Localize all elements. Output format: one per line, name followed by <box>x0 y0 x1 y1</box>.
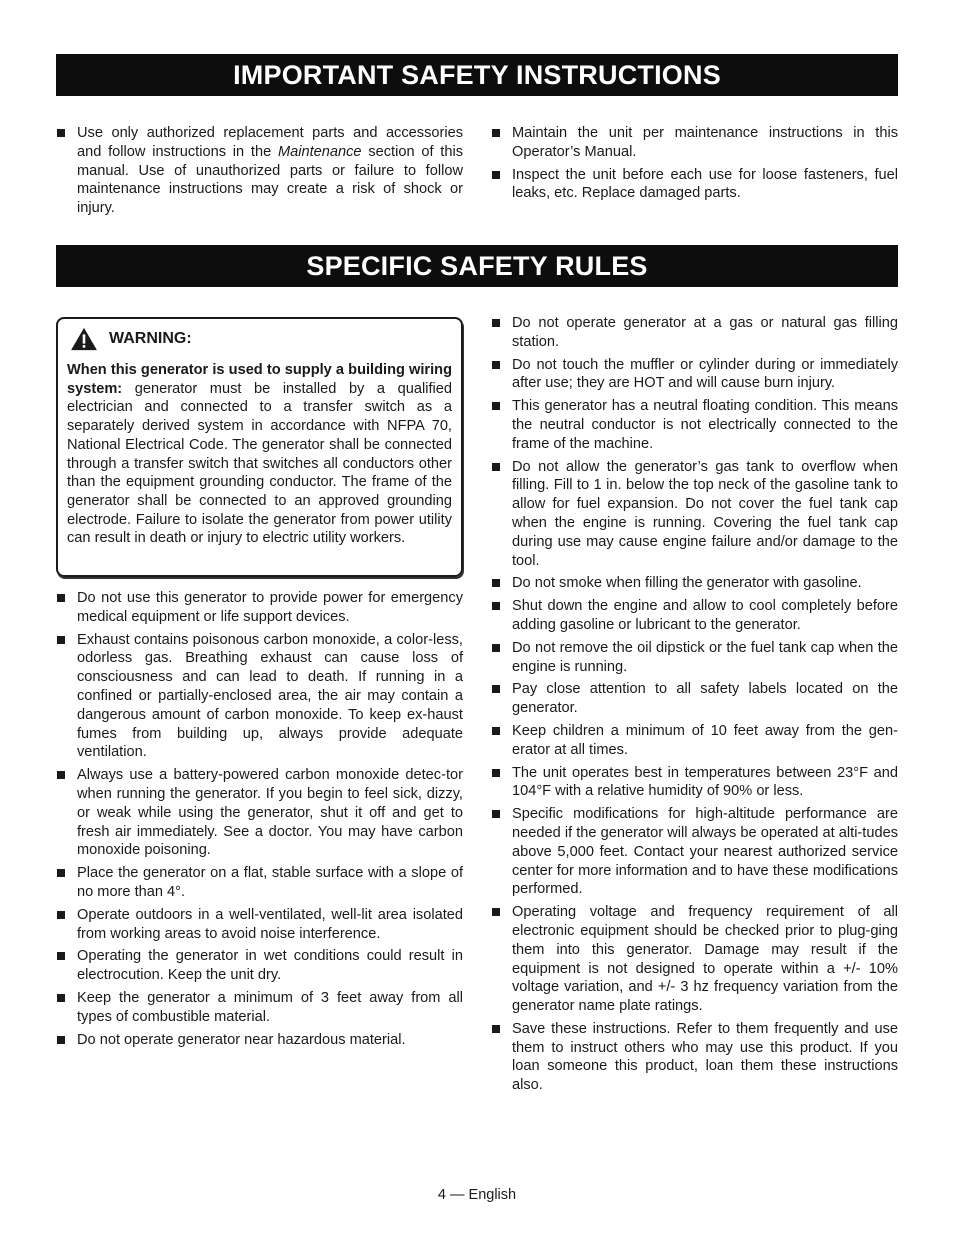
rules-left-list <box>56 589 463 1049</box>
bullet-square-icon <box>57 594 65 602</box>
list-item <box>491 903 898 1016</box>
list-item <box>491 397 898 453</box>
page-footer: 4 — English <box>437 1187 517 1203</box>
list-item-text-post: section of this manual. Use of unauthorized parts or failure to follow maintenance instructions may create a risk of shock or injury. <box>77 143 463 217</box>
list-item <box>491 639 898 677</box>
list-item-text: Operate outdoors in a well-ventilated, well-lit area isolated from working areas to avoid noise interference. <box>77 906 463 942</box>
rules-right-column <box>491 314 898 1099</box>
bullet-square-icon <box>492 908 500 916</box>
list-item-text: Place the generator on a flat, stable surface with a slope of no more than 4°. <box>77 865 463 900</box>
important-safety-banner: IMPORTANT SAFETY INSTRUCTIONS <box>56 54 898 96</box>
bullet-square-icon <box>57 129 65 137</box>
bullet-square-icon <box>492 1025 500 1033</box>
list-item-text-em: Maintenance <box>277 143 362 160</box>
bullet-square-icon <box>492 769 500 777</box>
list-item <box>56 864 463 902</box>
bullet-square-icon <box>492 727 500 735</box>
list-item-text: Operating voltage and frequency requirement of all electronic equipment should be checked prior to plug-ging them into this generator. Damage may result if the equipment is not designed to operate within a +/- 10% voltage variation, and +/- 3 hz frequency variation from the generator name plate ratings. <box>512 904 898 1015</box>
list-item-text: Maintain the unit per maintenance instructions in this Operator’s Manual. <box>512 125 898 160</box>
list-item <box>491 356 898 394</box>
list-item-text: Do not smoke when filling the generator with gasoline. <box>512 575 862 592</box>
warning-header <box>69 327 452 351</box>
list-item-text: Operating the generator in wet conditions could result in electrocution. Keep the unit dry. <box>77 948 463 984</box>
list-item <box>491 680 898 718</box>
list-item-text: Always use a battery-powered carbon monoxide detec-tor when running the generator. If you begin to feel sick, dizzy, or weak while using the generator, shut it off and get to fresh air immediately. See a doctor. You may have carbon monoxide poisoning. <box>77 767 463 859</box>
bullet-square-icon <box>57 636 65 644</box>
specific-safety-banner: SPECIFIC SAFETY RULES <box>56 245 898 287</box>
list-item-text: Keep children a minimum of 10 feet away from the gen-erator at all times. <box>512 722 898 758</box>
bullet-square-icon <box>57 952 65 960</box>
list-item <box>491 458 898 571</box>
list-item <box>491 574 898 593</box>
list-item <box>56 124 463 218</box>
list-item-text-pre: Use only authorized replacement parts and accessories and follow instructions in the <box>77 125 463 160</box>
list-item-text: Do not operate generator near hazardous material. <box>77 1031 406 1048</box>
important-right-list <box>491 124 898 203</box>
list-item-text: Shut down the engine and allow to cool completely before adding gasoline or lubricant to the generator. <box>512 598 898 633</box>
bullet-square-icon <box>492 602 500 610</box>
bullet-square-icon <box>57 994 65 1002</box>
bullet-square-icon <box>492 361 500 369</box>
list-item-text: Do not touch the muffler or cylinder during or immediately after use; they are HOT and will cause burn injury. <box>512 356 898 392</box>
warning-body-text: generator must be installed by a qualified electrician and connected to a transfer switch as a separately derived system in accordance with NFPA 70, National Electrical Code. The generator shall be connected through a transfer switch that switches all conductors other than the equipment grounding conductor. The frame of the generator shall be connected to an approved grounding electrode. Failure to isolate the generator from power utility can result in death or injury to electric utility workers. <box>67 380 452 547</box>
list-item <box>491 166 898 204</box>
bullet-square-icon <box>57 1036 65 1044</box>
list-item <box>491 722 898 760</box>
list-item-text: Pay close attention to all safety labels located on the generator. <box>512 681 898 717</box>
list-item-text: Do not remove the oil dipstick or the fuel tank cap when the engine is running. <box>512 639 898 675</box>
warning-box <box>56 317 463 577</box>
important-left-column <box>56 124 463 222</box>
list-item-text: Do not operate generator at a gas or natural gas filling station. <box>512 315 898 350</box>
list-item <box>491 764 898 802</box>
bullet-square-icon <box>492 644 500 652</box>
bullet-square-icon <box>57 869 65 877</box>
list-item-text: This generator has a neutral floating condition. This means the neutral conductor is not electrically connected to the frame of the machine. <box>512 398 898 452</box>
bullet-square-icon <box>57 771 65 779</box>
rules-left-column <box>56 589 463 1053</box>
warning-label: WARNING: <box>109 330 192 347</box>
list-item-text: Inspect the unit before each use for loose fasteners, fuel leaks, etc. Replace damaged parts. <box>512 166 898 202</box>
bullet-square-icon <box>492 171 500 179</box>
list-item-text: Specific modifications for high-altitude performance are needed if the generator will always be operated at alti-tudes above 5,000 feet. Contact your nearest authorized service center for more information and to have these modifications performed. <box>512 806 898 898</box>
list-item <box>56 989 463 1027</box>
list-item <box>56 1031 463 1050</box>
warning-triangle-icon <box>69 327 99 351</box>
list-item <box>56 766 463 860</box>
important-right-column <box>491 124 898 207</box>
bullet-square-icon <box>492 685 500 693</box>
list-item <box>491 597 898 635</box>
list-item <box>56 631 463 763</box>
bullet-square-icon <box>492 810 500 818</box>
bullet-square-icon <box>492 402 500 410</box>
bullet-square-icon <box>57 911 65 919</box>
list-item <box>56 906 463 944</box>
bullet-square-icon <box>492 579 500 587</box>
list-item-text: Do not allow the generator’s gas tank to overflow when filling. Fill to 1 in. below the top neck of the gasoline tank to allow for fuel expansion. Do not cover the fuel tank cap when the engine is running. Covering the fuel tank cap during use may cause engine failure and/or damage to the tool. <box>512 458 898 569</box>
list-item-text: Exhaust contains poisonous carbon monoxide, a color-less, odorless gas. Breathing exhaust can cause loss of consciousness and can lead to death. If running in a confined or partially-enclosed area, the air may contain a dangerous amount of carbon monoxide. To keep ex-haust fumes from building up, always provide adequate ventilation. <box>77 631 463 761</box>
warning-text <box>67 361 452 548</box>
warning-bold-lead: When this generator is used to supply a building wiring system: <box>67 362 452 397</box>
bullet-square-icon <box>492 129 500 137</box>
rules-right-list <box>491 314 898 1095</box>
list-item <box>56 589 463 627</box>
list-item <box>491 805 898 899</box>
list-item-text: Keep the generator a minimum of 3 feet away from all types of combustible material. <box>77 989 463 1025</box>
list-item <box>56 947 463 985</box>
bullet-square-icon <box>492 463 500 471</box>
list-item-text: The unit operates best in temperatures between 23°F and 104°F with a relative humidity of 90% or less. <box>512 764 898 800</box>
list-item <box>491 314 898 352</box>
bullet-square-icon <box>492 319 500 327</box>
list-item-text: Do not use this generator to provide power for emergency medical equipment or life support devices. <box>77 590 463 625</box>
list-item <box>491 124 898 162</box>
list-item-text: Save these instructions. Refer to them frequently and use them to instruct others who may use this product. If you loan someone this product, loan them these instructions also. <box>512 1020 898 1094</box>
list-item <box>491 1020 898 1095</box>
important-left-list <box>56 124 463 218</box>
